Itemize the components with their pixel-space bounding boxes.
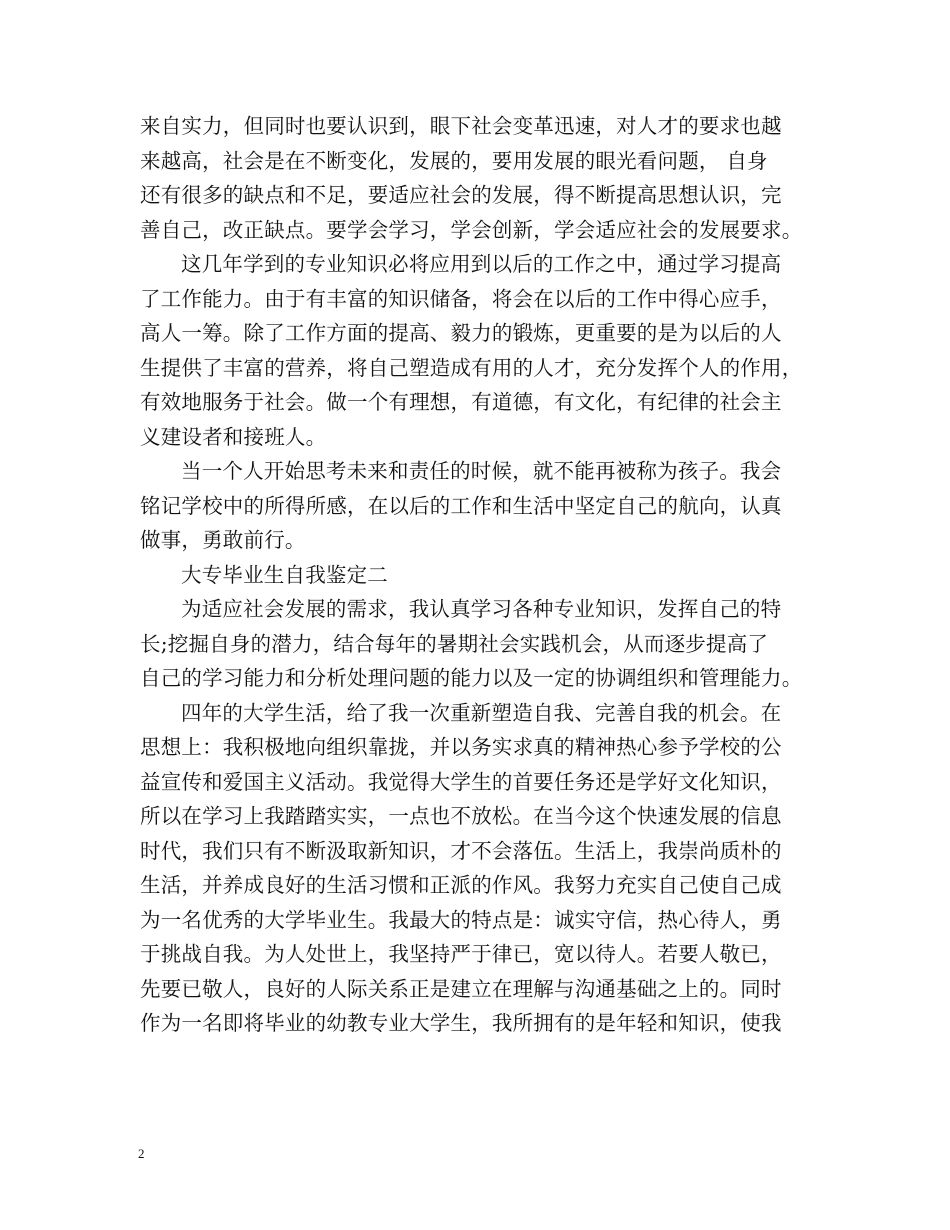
text-line: 善自己，改正缺点。要学会学习，学会创新，学会适应社会的发展要求。 (140, 217, 803, 242)
text-line: 先要已敬人，良好的人际关系正是建立在理解与沟通基础之上的。同时 (140, 976, 782, 1001)
text-line: 铭记学校中的所得所感，在以后的工作和生活中坚定自己的航向，认真 (140, 493, 782, 518)
paragraph-start-line: 当一个人开始思考未来和责任的时候，就不能再被称为孩子。我会 (181, 459, 782, 483)
text-line: 为一名优秀的大学毕业生。我最大的特点是：诚实守信，热心待人，勇 (140, 907, 782, 932)
text-line: 作为一名即将毕业的幼教专业大学生，我所拥有的是年轻和知识，使我 (140, 1011, 782, 1035)
page-number: 2 (138, 1146, 145, 1161)
text-line: 自己的学习能力和分析处理问题的能力以及一定的协调组织和管理能力。 (140, 666, 803, 690)
text-line: 还有很多的缺点和不足，要适应社会的发展，得不断提高思想认识，完 (140, 183, 782, 207)
text-line: 时代，我们只有不断汲取新知识，才不会落伍。生活上，我崇尚质朴的 (140, 838, 782, 863)
text-line: 思想上：我积极地向组织靠拢，并以务实求真的精神热心参予学校的公 (140, 735, 782, 759)
body-text (140, 109, 830, 1041)
text-line: 生活，并养成良好的生活习惯和正派的作风。我努力充实自己使自己成 (140, 873, 782, 897)
text-line: 于挑战自我。为人处世上，我坚持严于律已，宽以待人。若要人敬已， (140, 942, 782, 966)
text-line: 义建设者和接班人。 (140, 424, 327, 449)
text-line: 了工作能力。由于有丰富的知识储备，将会在以后的工作中得心应手， (140, 286, 782, 311)
paragraph-start-line: 为适应社会发展的需求，我认真学习各种专业知识，发挥自己的特 (181, 597, 782, 621)
text-line: 来自实力，但同时也要认识到，眼下社会变革迅速，对人才的要求也越 (140, 114, 782, 138)
text-line: 做事，勇敢前行。 (140, 528, 306, 552)
text-line: 生提供了丰富的营养，将自己塑造成有用的人才，充分发挥个人的作用， (140, 355, 803, 380)
text-line: 高人一筹。除了工作方面的提高、毅力的锻炼，更重要的是为以后的人 (140, 321, 782, 345)
section-heading: 大专毕业生自我鉴定二 (181, 562, 388, 587)
text-line: 所以在学习上我踏踏实实，一点也不放松。在当今这个快速发展的信息 (140, 804, 782, 828)
paragraph-start-line: 四年的大学生活，给了我一次重新塑造自我、完善自我的机会。在 (181, 700, 782, 725)
text-line: 长;挖掘自身的潜力，结合每年的暑期社会实践机会，从而逐步提高了 (140, 631, 769, 656)
text-line: 有效地服务于社会。做一个有理想，有道德，有文化，有纪律的社会主 (140, 390, 782, 414)
text-line: 来越高，社会是在不断变化，发展的，要用发展的眼光看问题， 自身 (140, 148, 768, 173)
paragraph-start-line: 这几年学到的专业知识必将应用到以后的工作之中，通过学习提高 (181, 252, 782, 276)
text-line: 益宣传和爱国主义活动。我觉得大学生的首要任务还是学好文化知识， (140, 769, 782, 794)
